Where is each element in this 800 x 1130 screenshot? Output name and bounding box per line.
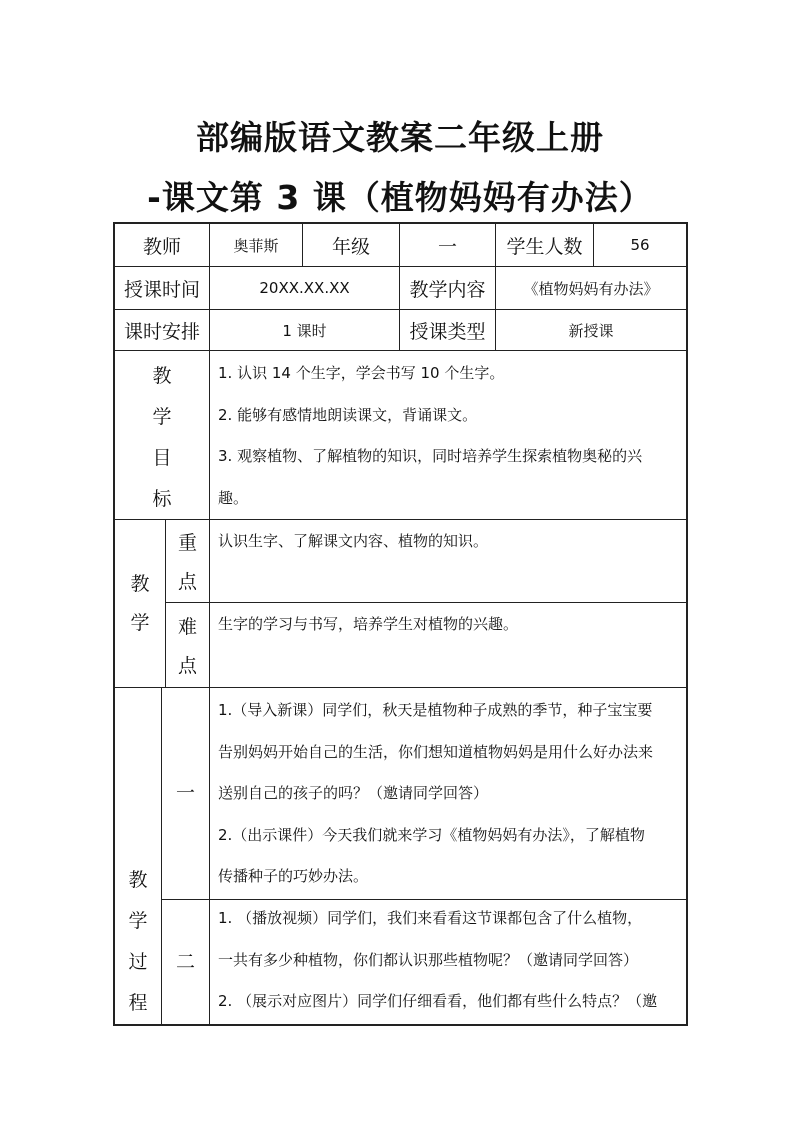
difficult-points-text: 生字的学习与书写，培养学生对植物的兴趣。	[218, 615, 519, 633]
document-subtitle: -课文第 3 课（植物妈妈有办法）	[147, 178, 653, 217]
table-border-right	[686, 222, 688, 1026]
class-hours-value: 1 课时	[282, 321, 327, 340]
class-time-label: 授课时间	[123, 278, 200, 301]
grade-value: 一	[437, 235, 457, 258]
document-title: 部编版语文教案二年级上册	[196, 118, 604, 157]
key-points-text: 认识生字、了解课文内容、植物的知识。	[218, 532, 489, 550]
difficult-points-label: 难 点	[177, 616, 197, 677]
step-two-text: 1. （播放视频）同学们，我们来看看这节课都包含了什么植物， 一共有多少种植物，你们都认识那些植物呢？（邀请同学回答） 2. （展示对应图片）同学们仔细看看，他们都有些什么特点？（邀	[218, 909, 658, 1011]
step-two-label: 二	[175, 950, 195, 973]
table-rule	[113, 350, 687, 351]
teaching-content-label: 教学内容	[409, 278, 486, 301]
objective-item: 1. 认识 14 个生字，学会书写 10 个生字。	[218, 364, 505, 382]
teacher-label: 教师	[142, 235, 181, 258]
teacher-value: 奥菲斯	[233, 236, 279, 255]
step-one-label: 一	[175, 781, 195, 804]
class-time-value: 20XX.XX.XX	[259, 279, 350, 297]
teaching-content-value: 《植物妈妈有办法》	[523, 279, 659, 298]
objective-item: 2. 能够有感情地朗读课文，背诵课文。	[218, 405, 478, 424]
student-count-value: 56	[630, 236, 650, 254]
key-points-label: 重 点	[177, 532, 197, 593]
objectives-label: 教 学 目 标	[152, 365, 172, 510]
step-one-text: 1.（导入新课）同学们，秋天是植物种子成熟的季节，种子宝宝要 告别妈妈开始自己的生活，你们想知道植物妈妈是用什么好办法来 送别自己的孩子的吗？（邀请同学回答） 2.（出示课件）今天我们就来学习《植物妈妈有办法》，了解植物 传播种子的巧妙办法。	[218, 701, 654, 886]
grade-label: 年级	[331, 235, 370, 258]
class-hours-label: 课时安排	[123, 320, 200, 343]
table-rule	[113, 687, 687, 688]
teaching-process-label: 教 学 过 程	[128, 869, 148, 1014]
lesson-type-label: 授课类型	[409, 320, 486, 343]
objective-item: 3. 观察植物、了解植物的知识，同时培养学生探索植物奥秘的兴	[218, 447, 643, 466]
objective-item: 趣。	[218, 488, 249, 507]
table-border-bottom	[113, 1024, 687, 1026]
teaching-focus-label: 教 学	[130, 573, 150, 634]
lesson-type-value: 新授课	[568, 321, 614, 340]
objectives-list	[218, 353, 684, 519]
table-rule	[165, 602, 687, 603]
student-count-label: 学生人数	[506, 235, 583, 258]
